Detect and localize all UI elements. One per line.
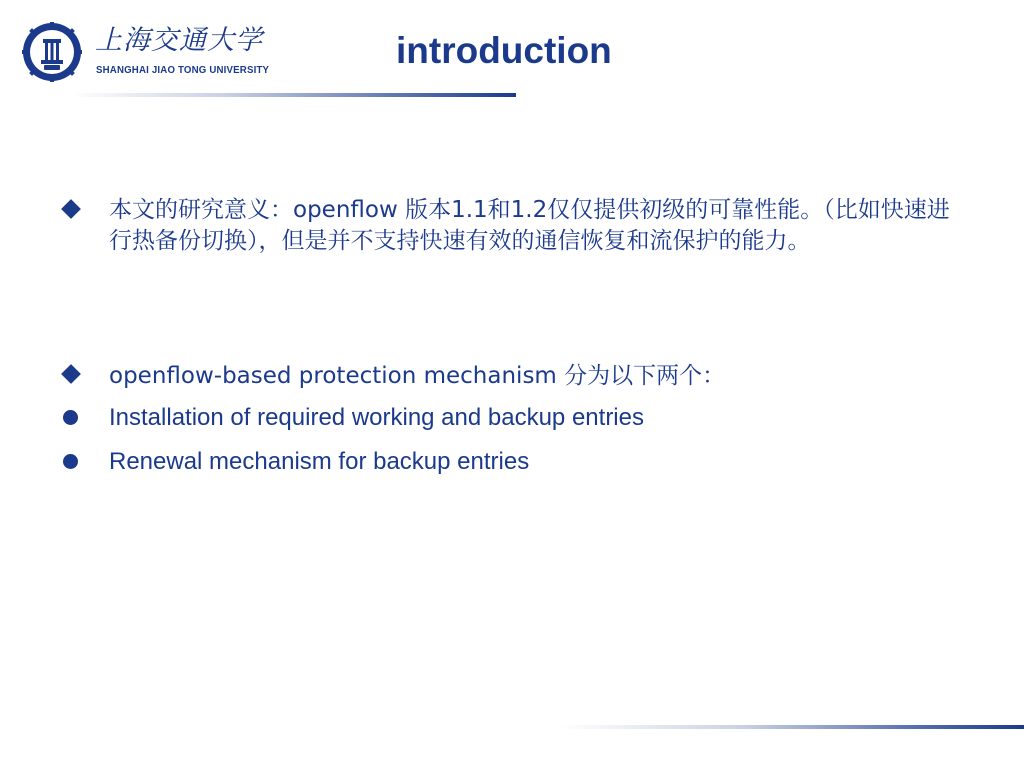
school-name-english: SHANGHAI JIAO TONG UNIVERSITY — [96, 64, 270, 76]
school-name-chinese: 上海交通大学 — [95, 25, 263, 56]
round-bullet-icon — [63, 454, 78, 469]
round-bullet-icon — [63, 410, 78, 425]
bullet-text: openflow-based protection mechanism 分为以下两个： — [109, 363, 726, 389]
university-seal-logo — [22, 22, 82, 82]
bullet-text: Installation of required working and backup entries — [109, 404, 644, 431]
footer-divider — [560, 725, 1024, 729]
bullet-text: Renewal mechanism for backup entries — [109, 448, 530, 475]
slide-title: introduction — [396, 30, 612, 71]
header-divider — [70, 93, 516, 97]
bullet-text: 本文的研究意义：openflow 版本1.1和1.2仅仅提供初级的可靠性能。（比如快速进行热备份切换），但是并不支持快速有效的通信恢复和流保护的能力。 — [109, 197, 950, 254]
diamond-bullet-icon — [61, 364, 81, 384]
diamond-bullet-icon — [61, 199, 81, 219]
